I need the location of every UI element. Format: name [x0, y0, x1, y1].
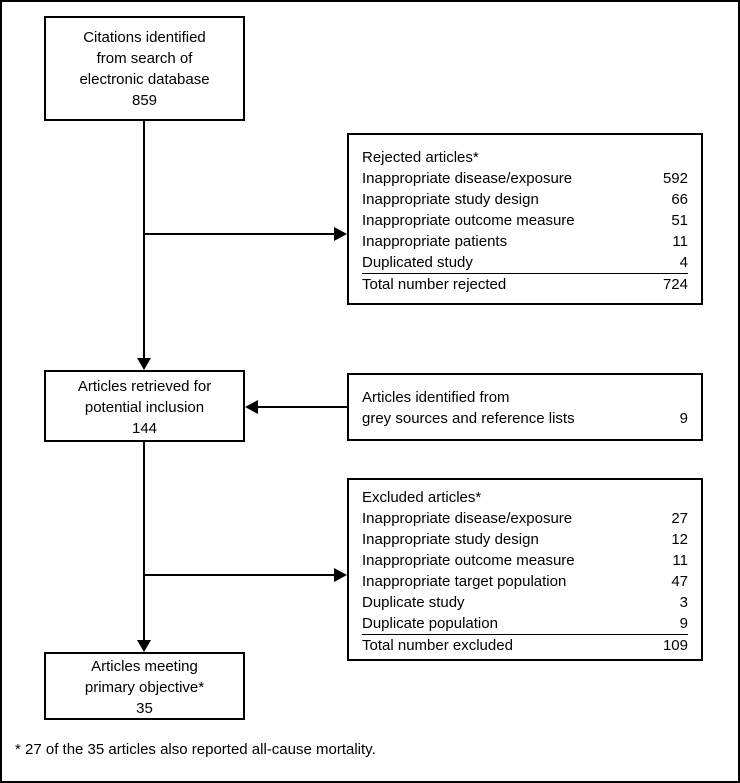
row-value: 592: [662, 170, 688, 187]
excluded-total-row: [362, 635, 688, 656]
excluded-row: [362, 550, 688, 571]
row-value: 3: [679, 594, 688, 611]
footnote: * 27 of the 35 articles also reported all-cause mortality.: [15, 741, 376, 758]
rejected-row: [362, 252, 688, 274]
row-value: 11: [672, 552, 688, 569]
row-value: 51: [671, 212, 688, 229]
citations-line-1: Citations identified: [83, 29, 206, 46]
connector-line-grey-to-retrieved: [258, 406, 347, 408]
down-arrow-icon: [137, 358, 151, 370]
retrieved-line-1: Articles retrieved for: [77, 378, 212, 395]
row-label: Inappropriate target population: [362, 573, 567, 590]
total-value: 109: [662, 637, 688, 654]
grey-sources-box: [347, 373, 703, 441]
row-label: Inappropriate disease/exposure: [362, 510, 573, 527]
row-value: 27: [671, 510, 688, 527]
grey-sources-line-1: Articles identified from: [362, 389, 510, 406]
rejected-row: [362, 189, 688, 210]
retrieved-count: 144: [131, 420, 158, 437]
row-value: 9: [679, 615, 688, 632]
excluded-row: [362, 529, 688, 550]
excluded-row: [362, 592, 688, 613]
total-value: 724: [662, 276, 688, 293]
row-label: Duplicated study: [362, 254, 473, 271]
rejected-row: [362, 210, 688, 231]
row-label: Inappropriate outcome measure: [362, 552, 575, 569]
citations-box: [44, 16, 245, 121]
right-arrow-icon: [334, 568, 347, 582]
right-arrow-icon: [334, 227, 347, 241]
excluded-row: [362, 508, 688, 529]
rejected-title: Rejected articles*: [362, 149, 479, 166]
excluded-row: [362, 613, 688, 635]
row-value: 12: [671, 531, 688, 548]
left-arrow-icon: [245, 400, 258, 414]
excluded-title: Excluded articles*: [362, 489, 482, 506]
excluded-articles-box: [347, 478, 703, 661]
retrieved-box: [44, 370, 245, 442]
row-label: Inappropriate disease/exposure: [362, 170, 573, 187]
row-value: 66: [671, 191, 688, 208]
grey-sources-value: 9: [679, 410, 688, 427]
total-label: Total number excluded: [362, 637, 513, 654]
rejected-row: [362, 168, 688, 189]
row-label: Inappropriate study design: [362, 191, 539, 208]
citations-count: 859: [131, 92, 158, 109]
row-value: 4: [679, 254, 688, 271]
rejected-articles-box: [347, 133, 703, 305]
row-value: 11: [672, 233, 688, 250]
total-label: Total number rejected: [362, 276, 507, 293]
citations-line-3: electronic database: [79, 71, 210, 88]
grey-sources-line-2: grey sources and reference lists: [362, 410, 575, 427]
retrieved-line-2: potential inclusion: [84, 399, 205, 416]
row-label: Duplicate study: [362, 594, 465, 611]
meeting-objective-box: [44, 652, 245, 720]
excluded-row: [362, 571, 688, 592]
citations-line-2: from search of: [96, 50, 193, 67]
row-label: Duplicate population: [362, 615, 498, 632]
rejected-row: [362, 231, 688, 252]
connector-line-to-excluded: [143, 574, 334, 576]
grey-sources-row: [362, 408, 688, 429]
connector-line-to-rejected: [143, 233, 334, 235]
row-label: Inappropriate patients: [362, 233, 508, 250]
connector-line-citations-to-retrieved: [143, 121, 145, 358]
row-label: Inappropriate outcome measure: [362, 212, 575, 229]
connector-line-retrieved-to-meeting: [143, 442, 145, 640]
down-arrow-icon: [137, 640, 151, 652]
meeting-line-1: Articles meeting: [91, 658, 198, 675]
row-label: Inappropriate study design: [362, 531, 539, 548]
row-value: 47: [671, 573, 688, 590]
meeting-line-2: primary objective*: [84, 679, 205, 696]
meeting-count: 35: [136, 700, 153, 717]
rejected-total-row: [362, 274, 688, 295]
